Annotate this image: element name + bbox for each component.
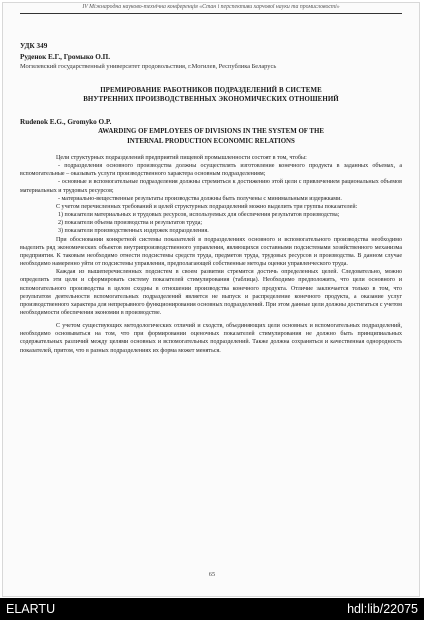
affiliation: Могилевский государственный университет продовольствия, г.Могилев, Республика Беларусь <box>20 63 277 70</box>
header-divider <box>20 13 402 14</box>
paragraph: Каждая из вышеперечисленных подсистем в своем развитии стремится достичь определенных целей. Следовательно, можно определить эти цели и сформировать систему показателей стимулирования (таблица). Необходимо предположить, что цели основного и вспомогательного производства в целом сходны в отношении производства конечного продукта. Отличие заключается только в том, что результатом деятельности вспомогательных подразделений является не выпуск и распределение конечного продукта, а оказание услуг производственного характера для непрерывного функционирования основных подразделений. При этом данные цели должны достигаться с учетом необходимости обеспечения экономии в производстве. <box>20 269 402 316</box>
title-en-line: INTERNAL PRODUCTION ECONOMIC RELATIONS <box>127 137 295 145</box>
title-ru-line: ВНУТРЕННИХ ПРОИЗВОДСТВЕННЫХ ЭКОНОМИЧЕСКИХ ОТНОШЕНИЙ <box>83 95 339 103</box>
authors-ru: Руденок Е.Г., Громыко О.П. <box>20 53 111 61</box>
title-en <box>20 127 402 146</box>
repository-name: ELARTU <box>6 602 56 616</box>
repository-footer <box>0 598 424 620</box>
paragraph: С учетом перечисленных требований и целей структурных подразделений можно выделить три группы показателей: <box>56 203 358 210</box>
paragraph: 3) показатели производственных издержек подразделения. <box>58 228 209 235</box>
udc-code: УДК 349 <box>20 42 48 50</box>
title-en-line: AWARDING OF EMPLOYEES OF DIVISIONS IN THE SYSTEM OF THE <box>98 128 324 135</box>
title-ru <box>20 87 402 104</box>
paragraph: - основные и вспомогательные подразделения должны стремиться к достижению этой цели с привлечением рациональных объемов материальных и трудовых ресурсов; <box>20 179 402 194</box>
paragraph: С учетом существующих методологических отличий и сходств, объединяющих цели основных и вспомогательных подразделений, необходимо основываться на том, что при формировании оценочных показателей стимулирования не должно быть принципиальных содержательных различий между целями основных и вспомогательных подразделений. Также должна сохраняться и качественная однородность показателей, притом, что в разных подразделениях их форма может меняться. <box>20 323 402 354</box>
authors-en: Rudenok E.G., Gromyko O.P. <box>20 118 112 126</box>
article-body <box>20 154 402 355</box>
handle-identifier: hdl:lib/22075 <box>347 602 418 616</box>
paragraph: - подразделения основного производства должны осуществлять изготовление конечного продукта в заданных объемах, а вспомогательные – оказывать услуги производственного характера основным подразделениям; <box>20 163 402 178</box>
paragraph: 2) показатели объема производства и результатов труда; <box>58 220 203 227</box>
conference-header: IV Міжнародна науково-технічна конференція «Стан і перспективи харчової науки та промисловості» <box>82 4 340 10</box>
paragraph: 1) показатели материальных и трудовых ресурсов, используемых для обеспечения результатов производства; <box>58 212 340 219</box>
page-number: 65 <box>208 571 216 578</box>
paragraph: Цели структурных подразделений предприятий пищевой промышленности состоят в том, чтобы: <box>56 155 307 161</box>
paragraph: При обосновании конкретной системы показателей в подразделениях основного и вспомогательного производства необходимо выделить ряд экономических объектов внутрипроизводственного управления, являющихся составными подсистемами хозяйственного механизма предприятия. К таковым необходимо отнести подсистемы средств труда, предметов труда, трудовых ресурсов и производства. В данном случае необходимо намеренно уйти от подсистемы управления, предполагающей собственные методы оценки управленческого труда. <box>20 236 402 268</box>
title-ru-line: ПРЕМИРОВАНИЕ РАБОТНИКОВ ПОДРАЗДЕЛЕНИЙ В СИСТЕМЕ <box>100 87 322 94</box>
paragraph: - материально-вещественные результаты производства должны быть получены с минимальными издержками. <box>58 195 342 202</box>
